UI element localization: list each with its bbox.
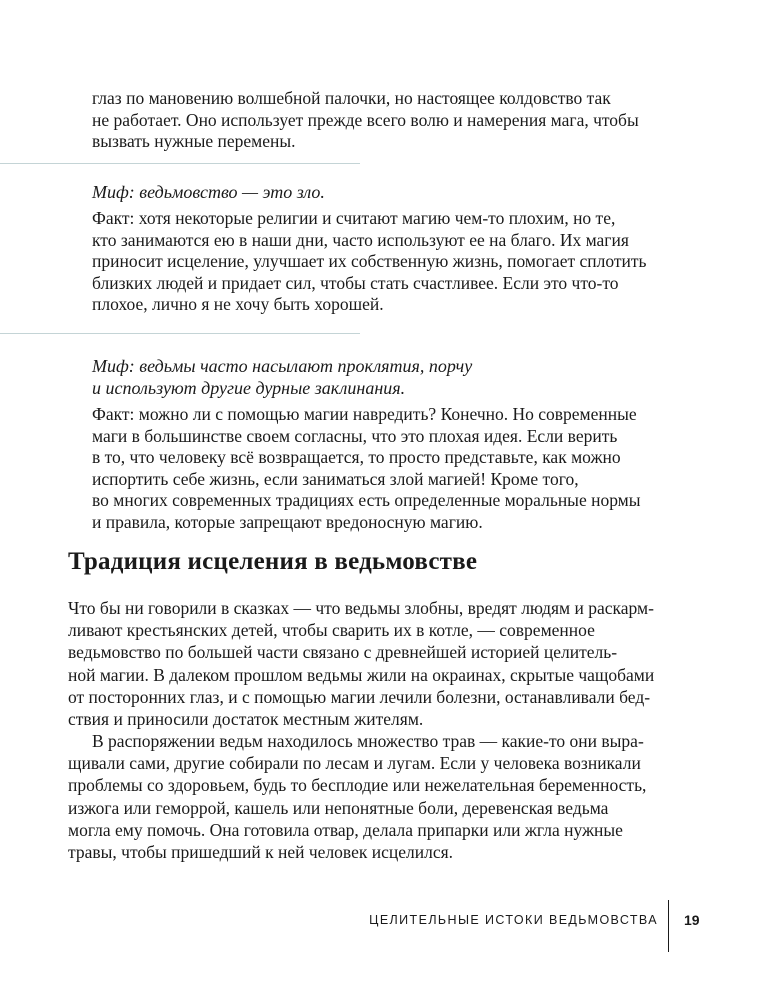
text-line: могла ему помочь. Она готовила отвар, делала припарки или жгла нужные: [68, 819, 623, 840]
text-line: Что бы ни говорили в сказках — что ведьмы злобны, вредят людям и раскарм-: [68, 598, 654, 618]
text-line: травы, чтобы пришедший к ней человек исцелился.: [68, 842, 454, 863]
myth-title: Миф: ведьмы часто насылают проклятия, порчу: [92, 356, 473, 376]
text-line: вызвать нужные перемены.: [92, 131, 296, 151]
text-line: ствия и приносили достаток местным жителям.: [68, 709, 424, 730]
footer-divider: [668, 900, 669, 952]
body-paragraph-2: [68, 730, 688, 863]
fact-line: близких людей и придает сил, чтобы стать счастливее. Если это что-то: [92, 272, 619, 293]
fact-line: приносит исцеление, улучшает их собственную жизнь, помогает сплотить: [92, 251, 647, 271]
fact-line: и правила, которые запрещают вредоносную магию.: [92, 511, 483, 532]
myth-block-1: [92, 181, 672, 316]
fact-line: испортить себе жизнь, если заниматься злой магией! Кроме того,: [92, 468, 579, 489]
fact-line: плохое, лично я не хочу быть хорошей.: [92, 294, 384, 314]
text-line: ной магии. В далеком прошлом ведьмы жили на окраинах, скрытые чащобами: [68, 664, 655, 685]
text-line: ливают крестьянских детей, чтобы сварить их в котле, — современное: [68, 620, 595, 641]
text-line: В распоряжении ведьм находилось множество трав — какие-то они выра-: [92, 731, 644, 751]
box-intro-text: [92, 88, 672, 153]
fact-line: Факт: хотя некоторые религии и считают магию чем-то плохим, но те,: [92, 208, 616, 228]
myth-title: Миф: ведьмовство — это зло.: [92, 182, 325, 202]
text-line: изжога или геморрой, кашель или непонятные боли, деревенская ведьма: [68, 797, 609, 818]
fact-line: во многих современных традициях есть определенные моральные нормы: [92, 490, 641, 510]
section-heading: Традиция исцеления в ведьмовстве: [68, 548, 478, 575]
text-line: не работает. Оно использует прежде всего волю и намерения мага, чтобы: [92, 109, 639, 130]
fact-line: Факт: можно ли с помощью магии навредить? Конечно. Но современные: [92, 404, 637, 424]
fact-line: кто занимаются ею в наши дни, часто используют ее на благо. Их магия: [92, 229, 629, 250]
text-line: проблемы со здоровьем, будь то бесплодие или нежелательная беременность,: [68, 775, 647, 796]
myth-title: и используют другие дурные заклинания.: [92, 378, 406, 398]
text-line: от посторонних глаз, и с помощью магии лечили болезни, останавливали бед-: [68, 686, 651, 707]
running-footer-title: ЦЕЛИТЕЛЬНЫЕ ИСТОКИ ВЕДЬМОВСТВА: [369, 913, 658, 927]
box-divider: [0, 163, 360, 164]
body-paragraph-1: [68, 597, 688, 730]
text-line: глаз по мановению волшебной палочки, но настоящее колдовство так: [92, 88, 611, 108]
fact-line: маги в большинстве своем согласны, что это плохая идея. Если верить: [92, 425, 618, 446]
text-line: щивали сами, другие собирали по лесам и лугам. Если у человека возникали: [68, 753, 641, 774]
myth-block-2: [92, 355, 672, 533]
text-line: ведьмовство по большей части связано с древнейшей историей целитель-: [68, 642, 618, 663]
page-number: 19: [684, 912, 700, 928]
box-divider: [0, 333, 360, 334]
fact-line: в то, что человеку всё возвращается, то просто представьте, как можно: [92, 447, 621, 467]
